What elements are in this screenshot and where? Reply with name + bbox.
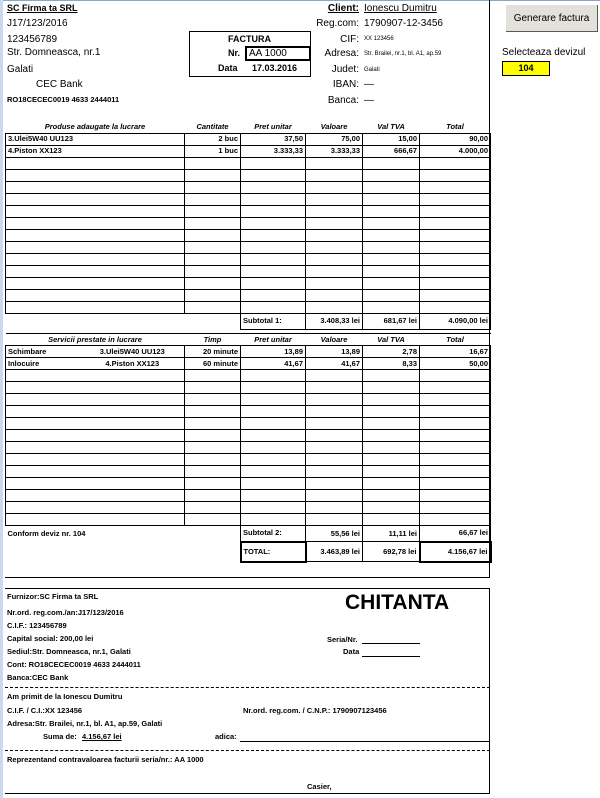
empty-row[interactable] <box>6 277 491 289</box>
empty-row[interactable] <box>6 502 491 514</box>
empty-row[interactable] <box>6 514 491 526</box>
receipt-client-cif: C.I.F. / C.I.:XX 123456 <box>7 706 83 715</box>
client-name: Ionescu Dumitru <box>364 3 437 14</box>
client-cif-label: CIF: <box>340 34 359 45</box>
empty-row[interactable] <box>6 217 491 229</box>
receipt-date-field[interactable] <box>362 645 420 657</box>
services-header-row <box>6 334 491 346</box>
empty-row[interactable] <box>6 406 491 418</box>
receipt-account: Cont: RO18CECEC0019 4633 2444011 <box>7 660 141 669</box>
product-name[interactable]: 4.Piston XX123 <box>6 145 185 157</box>
service-time[interactable]: 60 minute <box>185 358 241 370</box>
total-row <box>6 542 491 562</box>
table-row[interactable] <box>6 346 491 358</box>
empty-row[interactable] <box>6 205 491 217</box>
col-header-value: Valoare <box>306 334 363 346</box>
receipt-title: CHITANTA <box>345 591 450 614</box>
product-unit-price[interactable]: 37,50 <box>241 133 306 145</box>
receipt-adica-field[interactable] <box>240 730 490 742</box>
subtotal2-label: Subtotal 2: <box>241 526 306 542</box>
subtotal2-total: 66,67 lei <box>420 526 491 542</box>
service-total[interactable]: 16,67 <box>420 346 491 358</box>
invoice-section <box>5 0 490 578</box>
supplier-iban: RO18CECEC0019 4633 2444011 <box>7 95 120 104</box>
receipt-date-label: Data <box>343 647 360 656</box>
service-value[interactable]: 13,89 <box>306 346 363 358</box>
product-unit-price[interactable]: 3.333,33 <box>241 145 306 157</box>
table-row[interactable] <box>6 133 491 145</box>
empty-row[interactable] <box>6 430 491 442</box>
col-header-total: Total <box>420 121 491 133</box>
table-row[interactable] <box>6 145 491 157</box>
divider <box>5 750 490 751</box>
subtotal1-value: 3.408,33 lei <box>306 313 363 329</box>
subtotal2-row <box>6 526 491 542</box>
product-total[interactable]: 90,00 <box>420 133 491 145</box>
client-regcom-value: 1790907-12-3456 <box>364 18 443 29</box>
generate-invoice-button[interactable]: Generare factura <box>506 5 598 32</box>
product-name[interactable]: 3.Ulei5W40 UU123 <box>6 133 185 145</box>
invoice-title: FACTURA <box>228 34 271 44</box>
products-table <box>5 121 491 330</box>
select-deviz-label: Selecteaza devizul <box>502 47 586 58</box>
service-action[interactable]: Inlocuire <box>6 358 81 370</box>
supplier-city: Galati <box>7 64 34 75</box>
client-address-value: Str. Brailei, nr.1, bl. A1, ap.59 <box>364 51 442 57</box>
empty-row[interactable] <box>6 229 491 241</box>
service-unit-price[interactable]: 41,67 <box>241 358 306 370</box>
total-value: 3.463,89 lei <box>306 542 363 562</box>
empty-row[interactable] <box>6 382 491 394</box>
empty-row[interactable] <box>6 265 491 277</box>
divider <box>5 687 490 688</box>
total-vat: 692,78 lei <box>363 542 420 562</box>
service-time[interactable]: 20 minute <box>185 346 241 358</box>
product-quantity[interactable]: 2 buc <box>185 133 241 145</box>
receipt-series-label: Seria/Nr. <box>327 635 358 644</box>
receipt-client-reg: Nr.ord. reg.com. / C.N.P.: 1790907123456 <box>243 706 387 715</box>
subtotal2-vat: 11,11 lei <box>363 526 420 542</box>
service-unit-price[interactable]: 13,89 <box>241 346 306 358</box>
receipt-supplier: Furnizor:SC Firma ta SRL <box>7 592 99 601</box>
subtotal1-total: 4.090,00 lei <box>420 313 491 329</box>
client-regcom-label: Reg.com: <box>316 18 359 29</box>
service-item[interactable]: 4.Piston XX123 <box>81 358 185 370</box>
product-value[interactable]: 75,00 <box>306 133 363 145</box>
col-header-quantity: Cantitate <box>185 121 241 133</box>
receipt-adica-label: adica: <box>215 732 237 741</box>
receipt-client-address: Adresa:Str. Brailei, nr.1, bl. A1, ap.59, Galati <box>7 719 163 728</box>
empty-row[interactable] <box>6 442 491 454</box>
service-vat[interactable]: 8,33 <box>363 358 420 370</box>
col-header-unit-price: Pret unitar <box>241 334 306 346</box>
product-total[interactable]: 4.000,00 <box>420 145 491 157</box>
client-iban-value: — <box>364 79 374 90</box>
col-header-vat: Val TVA <box>363 121 420 133</box>
product-vat[interactable]: 666,67 <box>363 145 420 157</box>
total-total: 4.156,67 lei <box>420 542 491 562</box>
empty-row[interactable] <box>6 253 491 265</box>
receipt-received-from: Am primit de la Ionescu Dumitru <box>7 692 123 701</box>
invoice-nr-field[interactable]: AA 1000 <box>245 46 311 61</box>
table-row[interactable] <box>6 358 491 370</box>
total-label: TOTAL: <box>241 542 306 562</box>
supplier-cif: 123456789 <box>7 34 58 45</box>
client-bank-label: Banca: <box>327 95 359 106</box>
empty-row[interactable] <box>6 418 491 430</box>
service-vat[interactable]: 2,78 <box>363 346 420 358</box>
supplier-reg-com: J17/123/2016 <box>7 18 68 29</box>
empty-row[interactable] <box>6 466 491 478</box>
supplier-address: Str. Domneasca, nr.1 <box>7 47 101 58</box>
supplier-name: SC Firma ta SRL <box>7 3 78 13</box>
client-bank-value: — <box>364 95 374 106</box>
conform-deviz: Conform deviz nr. 104 <box>7 528 86 538</box>
empty-row[interactable] <box>6 157 491 169</box>
receipt-section <box>5 588 490 794</box>
empty-row[interactable] <box>6 394 491 406</box>
empty-row[interactable] <box>6 193 491 205</box>
empty-row[interactable] <box>6 241 491 253</box>
supplier-bank: CEC Bank <box>36 79 83 90</box>
service-total[interactable]: 50,00 <box>420 358 491 370</box>
product-quantity[interactable]: 1 buc <box>185 145 241 157</box>
receipt-seat: Sediul:Str. Domneasca, nr.1, Galati <box>7 647 131 656</box>
product-vat[interactable]: 15,00 <box>363 133 420 145</box>
col-header-total: Total <box>420 334 491 346</box>
empty-row[interactable] <box>6 454 491 466</box>
empty-row[interactable] <box>6 370 491 382</box>
empty-row[interactable] <box>6 289 491 301</box>
empty-row[interactable] <box>6 478 491 490</box>
service-item[interactable]: 3.Ulei5W40 UU123 <box>81 346 185 358</box>
invoice-date-value[interactable]: 17.03.2016 <box>252 63 298 73</box>
client-address-label: Adresa: <box>324 48 359 59</box>
col-header-unit-price: Pret unitar <box>241 121 306 133</box>
empty-row[interactable] <box>6 169 491 181</box>
empty-row[interactable] <box>6 301 491 313</box>
subtotal1-vat: 681,67 lei <box>363 313 420 329</box>
receipt-sum-value: 4.156,67 lei <box>82 732 122 741</box>
services-table <box>5 333 492 563</box>
window-left-edge <box>0 0 3 798</box>
subtotal1-label: Subtotal 1: <box>241 313 306 329</box>
client-county-value: Galati <box>364 67 380 73</box>
col-header-vat: Val TVA <box>363 334 420 346</box>
client-county-label: Judet: <box>331 64 359 75</box>
invoice-nr-label: Nr. <box>228 48 241 58</box>
products-header-row <box>6 121 491 133</box>
receipt-cif: C.I.F.: 123456789 <box>7 621 67 630</box>
col-header-time: Timp <box>185 334 241 346</box>
empty-row[interactable] <box>6 490 491 502</box>
empty-row[interactable] <box>6 181 491 193</box>
deviz-select-input[interactable]: 104 <box>502 61 550 76</box>
receipt-cashier: Casier, <box>307 782 332 791</box>
receipt-sum-label: Suma de: <box>43 732 77 741</box>
client-cif-value: XX 123456 <box>364 36 394 42</box>
invoice-date-label: Data <box>218 63 238 73</box>
col-header-value: Valoare <box>306 121 363 133</box>
receipt-representing: Reprezentand contravaloarea facturii seria/nr.: AA 1000 <box>7 755 204 764</box>
receipt-capital: Capital social: 200,00 lei <box>7 634 94 643</box>
client-iban-label: IBAN: <box>332 79 359 90</box>
receipt-reg-com: Nr.ord. reg.com./an:J17/123/2016 <box>7 608 124 617</box>
service-action[interactable]: Schimbare <box>6 346 81 358</box>
product-value[interactable]: 3.333,33 <box>306 145 363 157</box>
subtotal2-value: 55,56 lei <box>306 526 363 542</box>
receipt-bank: Banca:CEC Bank <box>7 673 69 682</box>
receipt-series-field[interactable] <box>362 632 420 644</box>
service-value[interactable]: 41,67 <box>306 358 363 370</box>
col-header-products: Produse adaugate la lucrare <box>6 121 185 133</box>
col-header-services: Servicii prestate in lucrare <box>6 334 185 346</box>
subtotal1-row <box>6 313 491 329</box>
client-label: Client: <box>327 3 359 14</box>
